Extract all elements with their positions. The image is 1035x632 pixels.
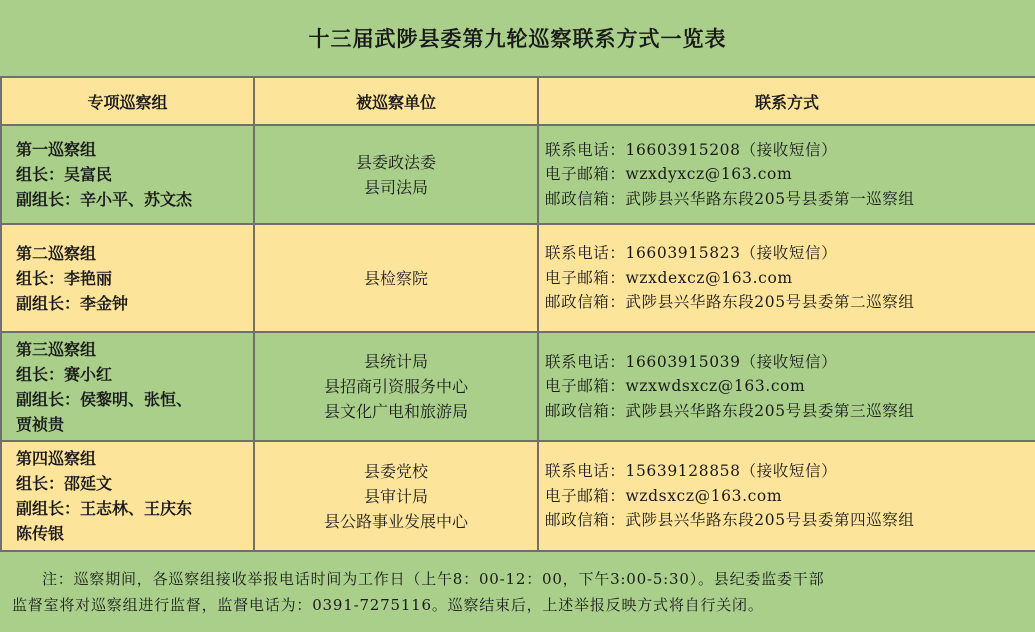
group-name: 第三巡察组 xyxy=(16,339,97,359)
contact-table xyxy=(0,76,1035,552)
group-leader: 组长：赛小红 xyxy=(16,364,113,384)
contact-cell xyxy=(538,441,1035,551)
footnote-line: 监督室将对巡察组进行监督，监督电话为：0391-7275116。巡察结束后，上述举报反映方式将自行关闭。 xyxy=(12,596,764,614)
group-leader: 组长：李艳丽 xyxy=(16,268,113,288)
group-deputy: 副组长：侯黎明、张恒、 xyxy=(16,389,193,409)
group-deputy: 副组长：李金钟 xyxy=(16,293,129,313)
group-cell xyxy=(1,332,254,441)
contact-email: 电子邮箱：wzxwdsxcz@163.com xyxy=(545,377,806,396)
group-name: 第四巡察组 xyxy=(16,449,97,468)
unit-name: 县文化广电和旅游局 xyxy=(323,402,468,421)
group-cell xyxy=(1,224,254,332)
contact-mailbox: 邮政信箱：武陟县兴华路东段205号县委第一巡察组 xyxy=(545,189,915,208)
unit-name: 县统计局 xyxy=(363,352,428,371)
group-deputy: 副组长：王志林、王庆东 xyxy=(16,499,193,518)
header-row xyxy=(1,77,1035,125)
unit-name: 县招商引资服务中心 xyxy=(323,377,468,396)
units-cell xyxy=(254,125,538,224)
units-cell xyxy=(254,332,538,441)
page-title: 十三届武陟县委第九轮巡察联系方式一览表 xyxy=(308,27,727,51)
contact-phone: 联系电话：15639128858（接收短信） xyxy=(545,462,838,481)
group-deputy: 副组长：辛小平、苏文杰 xyxy=(16,190,193,209)
contact-cell xyxy=(538,332,1035,441)
units-cell xyxy=(254,224,538,332)
contact-phone: 联系电话：16603915823（接收短信） xyxy=(545,244,838,263)
table-row xyxy=(1,125,1035,224)
group-leader: 组长：邵延文 xyxy=(16,474,113,493)
contact-email: 电子邮箱：wzdsxcz@163.com xyxy=(545,486,783,505)
contact-mailbox: 邮政信箱：武陟县兴华路东段205号县委第二巡察组 xyxy=(545,293,915,312)
table-row xyxy=(1,332,1035,441)
group-deputy-cont: 陈传银 xyxy=(16,524,65,543)
contact-phone: 联系电话：16603915208（接收短信） xyxy=(545,140,838,159)
group-name: 第一巡察组 xyxy=(16,140,97,159)
contact-email: 电子邮箱：wzxdexcz@163.com xyxy=(545,268,793,287)
header-group: 专项巡察组 xyxy=(1,77,254,125)
unit-name: 县司法局 xyxy=(363,177,428,197)
header-units: 被巡察单位 xyxy=(254,77,538,125)
table-row xyxy=(1,441,1035,551)
unit-name: 县公路事业发展中心 xyxy=(323,511,468,531)
unit-name: 县审计局 xyxy=(363,486,428,506)
contact-cell xyxy=(538,224,1035,332)
group-name: 第二巡察组 xyxy=(16,243,97,263)
unit-name: 县检察院 xyxy=(363,268,428,288)
table-row xyxy=(1,224,1035,332)
contact-phone: 联系电话：16603915039（接收短信） xyxy=(545,352,838,371)
footnote xyxy=(0,552,1035,632)
header-contact: 联系方式 xyxy=(538,77,1035,125)
unit-name: 县委党校 xyxy=(363,461,428,481)
group-cell xyxy=(1,125,254,224)
unit-name: 县委政法委 xyxy=(355,152,436,172)
contact-mailbox: 邮政信箱：武陟县兴华路东段205号县委第四巡察组 xyxy=(545,511,915,530)
group-deputy-cont: 贾祯贵 xyxy=(16,414,65,434)
footnote-line: 注：巡察期间，各巡察组接收举报电话时间为工作日（上午8：00-12：00，下午3:00-5:30）。县纪委监委干部 xyxy=(42,570,825,588)
units-cell xyxy=(254,441,538,551)
group-leader: 组长：吴富民 xyxy=(16,165,113,184)
contact-mailbox: 邮政信箱：武陟县兴华路东段205号县委第三巡察组 xyxy=(545,401,915,420)
contact-cell xyxy=(538,125,1035,224)
contact-email: 电子邮箱：wzxdyxcz@163.com xyxy=(545,165,793,184)
group-cell xyxy=(1,441,254,551)
